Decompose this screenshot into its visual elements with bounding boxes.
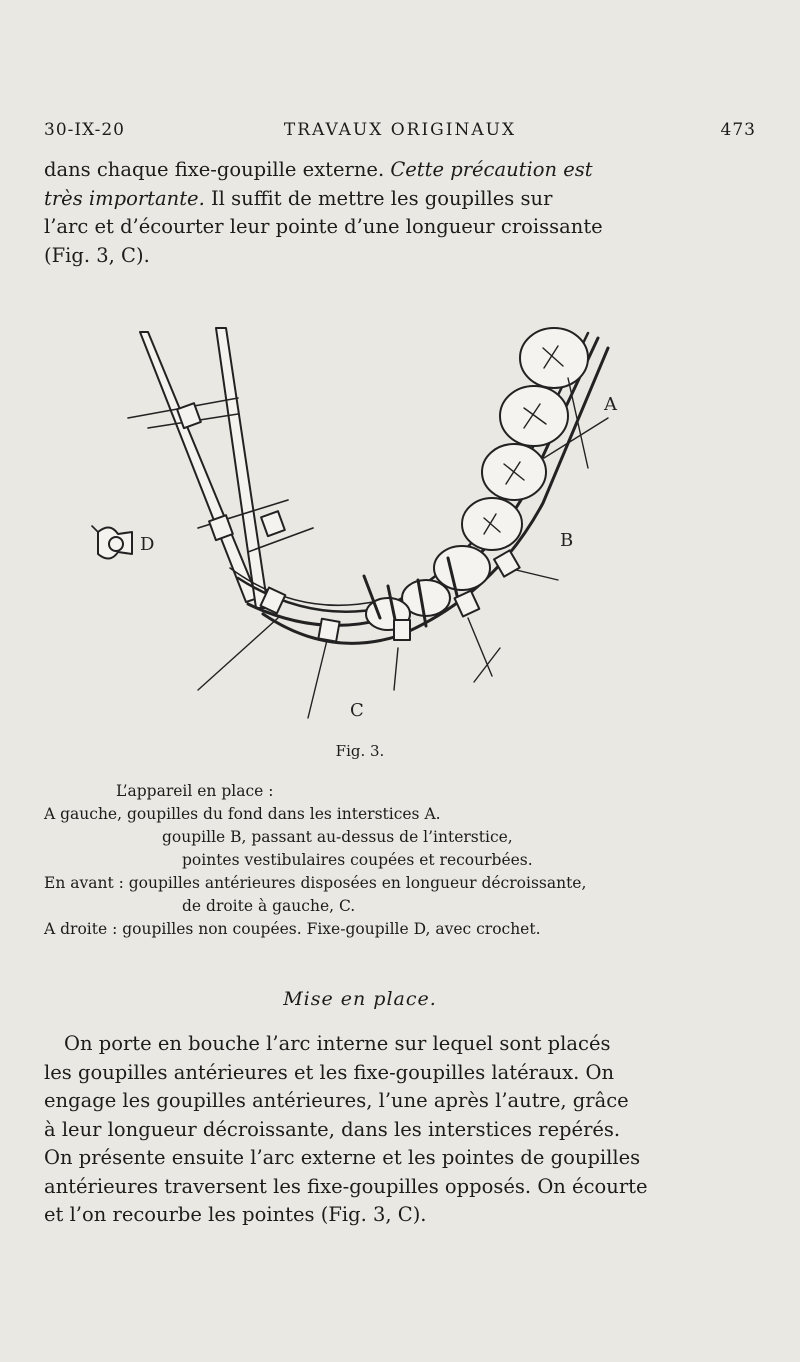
figure-label-a: A: [604, 394, 617, 415]
section-line-2: les goupilles antérieures et les fixe-goupilles latéraux. On: [44, 1060, 615, 1084]
intro-line4: (Fig. 3, C).: [44, 243, 150, 267]
dental-appliance-illustration: [88, 318, 648, 738]
figure-caption: [44, 780, 724, 941]
header-date: 30-IX-20: [44, 120, 125, 140]
header-title: TRAVAUX ORIGINAUX: [283, 120, 517, 140]
intro-line3: l’arc et d’écourter leur pointe d’une longueur croissante: [44, 215, 603, 238]
figure-number: Fig. 3.: [335, 742, 385, 760]
intro-line1: dans chaque fixe-goupille externe.: [44, 158, 385, 181]
figure-label-d: D: [140, 534, 155, 555]
caption-line3: pointes vestibulaires coupées et recourbées.: [182, 851, 533, 869]
running-head: [44, 120, 756, 144]
intro-paragraph: [44, 156, 680, 270]
intro-line2-emphasis: très importante.: [44, 186, 205, 210]
section-line-7: et l’on recourbe les pointes (Fig. 3, C).: [44, 1203, 427, 1226]
section-line-3: engage les goupilles antérieures, l’une après l’autre, grâce: [44, 1089, 629, 1112]
caption-line4: En avant : goupilles antérieures disposées en longueur décroissante,: [44, 874, 587, 892]
figure-3-drawing: [88, 318, 648, 738]
section-line-6: antérieures traversent les fixe-goupilles opposés. On écourte: [44, 1174, 648, 1198]
intro-line1-emphasis: Cette précaution est: [390, 158, 593, 181]
caption-line5: de droite à gauche, C.: [182, 897, 356, 915]
section-paragraph: [44, 1030, 680, 1230]
figure-label-b: B: [560, 530, 574, 551]
section-title: Mise en place.: [283, 988, 437, 1010]
caption-line1: A gauche, goupilles du fond dans les interstices A.: [44, 805, 441, 823]
caption-line6: A droite : goupilles non coupées. Fixe-goupille D, avec crochet.: [44, 920, 541, 938]
intro-line2: Il suffit de mettre les goupilles sur: [210, 186, 553, 210]
caption-title: L’appareil en place :: [116, 782, 274, 800]
caption-line2: goupille B, passant au-dessus de l’interstice,: [162, 828, 513, 846]
page-number: 473: [720, 120, 756, 140]
section-line-1: On porte en bouche l’arc interne sur lequel sont placés: [64, 1032, 611, 1055]
section-line-5: On présente ensuite l’arc externe et les pointes de goupilles: [44, 1146, 641, 1169]
figure-label-c: C: [350, 700, 364, 721]
section-line-4: à leur longueur décroissante, dans les interstices repérés.: [44, 1117, 621, 1141]
